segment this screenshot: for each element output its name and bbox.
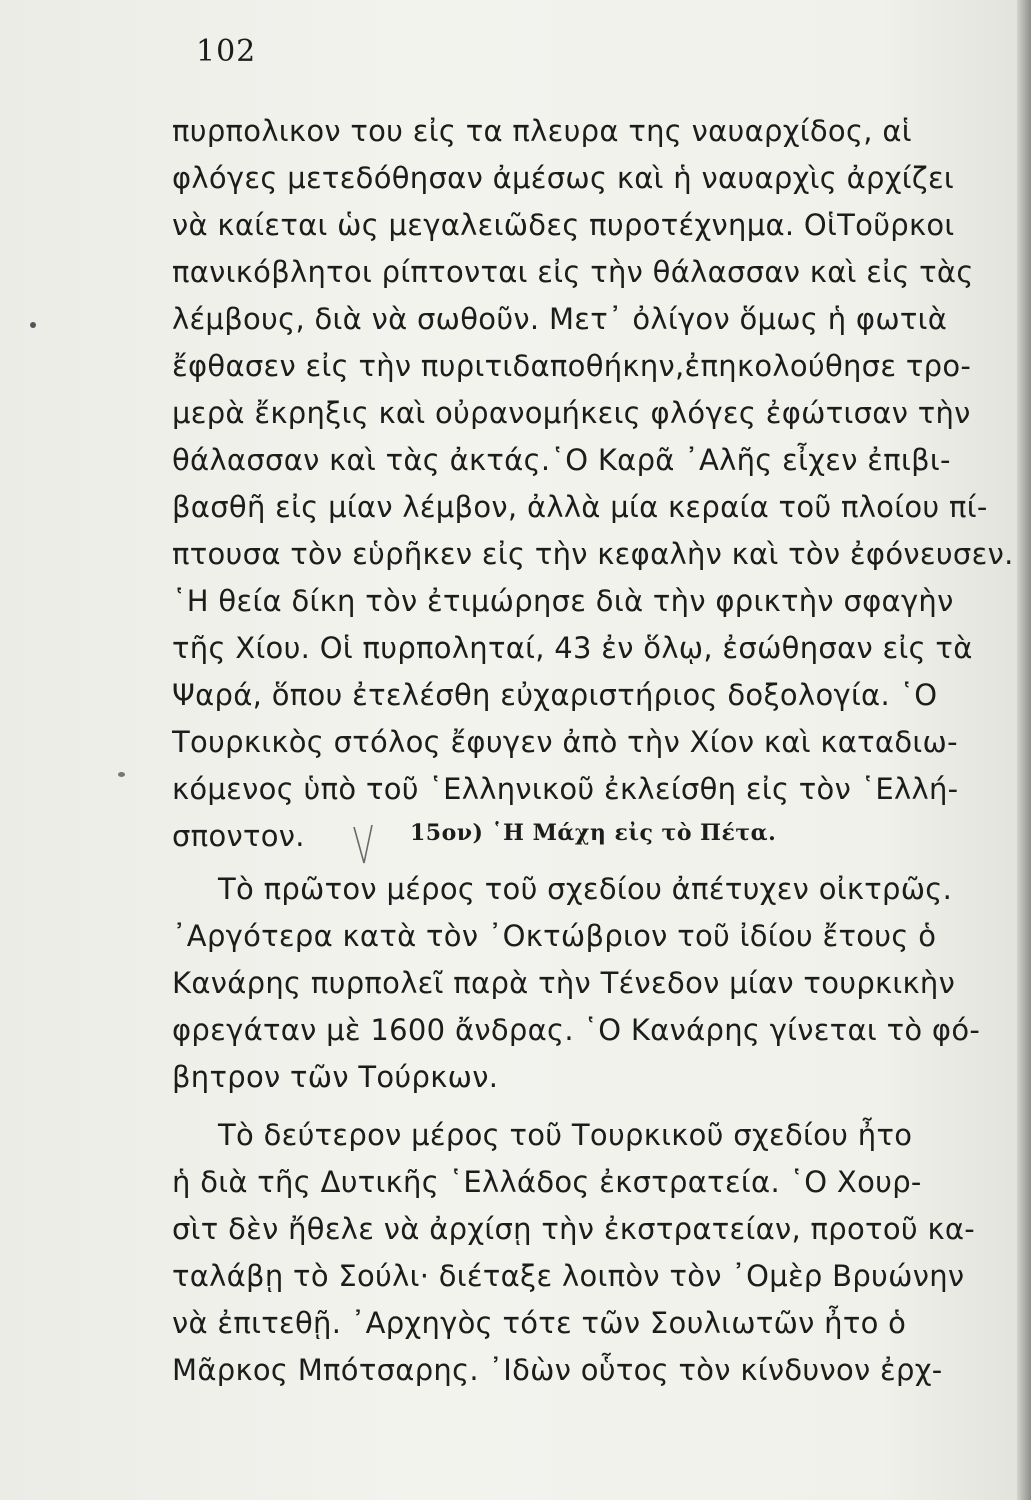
text-line: ῾Η θεία δίκη τὸν ἐτιμώρησε διὰ τὴν φρικτὴν σφαγὴν [172, 584, 954, 618]
page-binding-edge [1017, 0, 1031, 1500]
body-text-bottom [172, 1112, 1017, 1394]
body-text-top [172, 108, 1017, 1101]
text-line: Ψαρά, ὅπου ἐτελέσθη εὐχαριστήριος δοξολογία. ῾Ο [172, 678, 938, 712]
text-line: ἡ διὰ τῆς Δυτικῆς ῾Ελλάδος ἐκστρατεία. ῾Ο Χουρ- [172, 1165, 922, 1199]
paragraph-first-line: Τὸ πρῶτον μέρος τοῦ σχεδίου ἀπέτυχεν οἰκτρῶς. [218, 872, 953, 906]
text-line: Τουρκικὸς στόλος ἔφυγεν ἀπὸ τὴν Χίον καὶ καταδιω- [172, 725, 958, 759]
page-number: 102 [196, 34, 257, 69]
text-line: Μᾶρκος Μπότσαρης. ᾿Ιδὼν οὗτος τὸν κίνδυνον ἐρχ- [172, 1353, 943, 1387]
text-line: πυρπολικον του εἰς τα πλευρα της ναυαρχίδος, αἱ [172, 114, 912, 148]
text-line: ταλάβῃ τὸ Σούλι· διέταξε λοιπὸν τὸν ᾿Ομὲρ Βρυώνην [172, 1259, 965, 1293]
text-line: κόμενος ὑπὸ τοῦ ῾Ελληνικοῦ ἐκλείσθη εἰς τὸν ῾Ελλή- [172, 772, 959, 806]
text-line: τῆς Χίου. Οἱ πυρποληταί, 43 ἐν ὅλῳ, ἐσώθησαν εἰς τὰ [172, 631, 973, 665]
section-heading: 15ον) ῾Η Μάχη εἰς τὸ Πέτα. [410, 820, 777, 846]
paper-speck [118, 772, 125, 777]
text-line: φρεγάταν μὲ 1600 ἄνδρας. ῾Ο Κανάρης γίνεται τὸ φό- [172, 1013, 981, 1047]
text-line: σὶτ δὲν ἤθελε νὰ ἀρχίσῃ τὴν ἐκστρατείαν, προτοῦ κα- [172, 1212, 976, 1246]
text-line: φλόγες μετεδόθησαν ἀμέσως καὶ ἡ ναυαρχὶς ἀρχίζει [172, 161, 955, 195]
text-line: μερὰ ἔκρηξις καὶ οὐρανομήκεις φλόγες ἐφώτισαν τὴν [172, 396, 971, 430]
text-line: πτουσα τὸν εὑρῆκεν εἰς τὴν κεφαλὴν καὶ τὸν ἐφόνευσεν. [172, 537, 1014, 571]
text-line: ἔφθασεν εἰς τὴν πυριτιδαποθήκην,ἐπηκολούθησε τρο- [172, 349, 972, 383]
paragraph-first-line: Τὸ δεύτερον μέρος τοῦ Τουρκικοῦ σχεδίου ἦτο [218, 1118, 913, 1152]
text-line: βητρον τῶν Τούρκων. [172, 1060, 499, 1094]
text-line: ᾿Αργότερα κατὰ τὸν ᾿Οκτώβριον τοῦ ἰδίου ἔτους ὁ [172, 919, 937, 953]
text-line: βασθῆ εἰς μίαν λέμβον, ἀλλὰ μία κεραία τοῦ πλοίου πί- [172, 490, 988, 524]
text-line: νὰ ἐπιτεθῇ. ᾿Αρχηγὸς τότε τῶν Σουλιωτῶν ἦτο ὁ [172, 1306, 907, 1340]
pencil-check-mark [352, 823, 392, 867]
text-line: σποντον. [172, 819, 305, 853]
text-line: Κανάρης πυρπολεῖ παρὰ τὴν Τένεδον μίαν τουρκικὴν [172, 966, 956, 1000]
text-line: νὰ καίεται ὡς μεγαλειῶδες πυροτέχνημα. ΟἱΤοῦρκοι [172, 208, 955, 242]
text-line: λέμβους, διὰ νὰ σωθοῦν. Μετ᾽ ὀλίγον ὅμως ἡ φωτιὰ [172, 302, 948, 336]
text-line: πανικόβλητοι ρίπτονται εἰς τὴν θάλασσαν καὶ εἰς τὰς [172, 255, 974, 289]
paper-speck [30, 322, 36, 328]
text-line: θάλασσαν καὶ τὰς ἀκτάς.῾Ο Καρᾶ ᾿Αλῆς εἶχεν ἐπιβι- [172, 443, 951, 477]
